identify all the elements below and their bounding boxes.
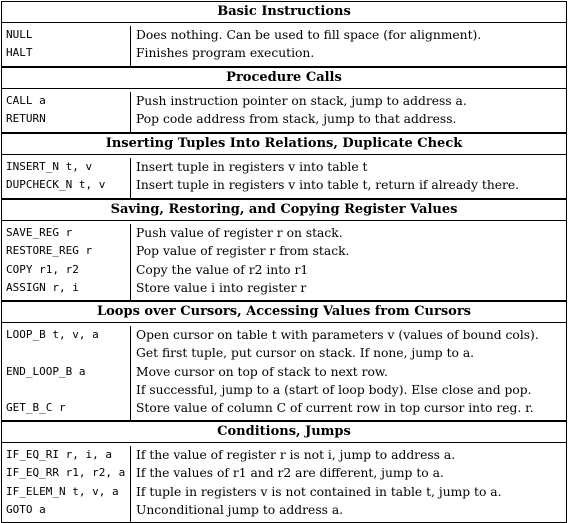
description-cell: Pop code address from stack, jump to that address. (136, 112, 457, 127)
instruction-cell: NULL (6, 28, 33, 41)
table-row (2, 261, 566, 279)
table-row (2, 483, 566, 501)
description-cell: Unconditional jump to address a. (136, 502, 344, 517)
table-row (2, 92, 566, 110)
description-cell: Push value of register r on stack. (136, 226, 343, 240)
table-row (2, 464, 566, 482)
instruction-cell: SAVE_REG r (6, 226, 73, 239)
section (1, 421, 567, 523)
instruction-cell: END_LOOP_B a (6, 364, 86, 378)
table-row (2, 224, 566, 242)
table-row (2, 501, 566, 519)
instruction-cell: INSERT_N t, v (6, 160, 93, 173)
description-cell: If successful, jump to a (start of loop body). Else close and pop. (136, 382, 532, 397)
section (1, 1, 567, 67)
instruction-cell (2, 381, 128, 399)
instruction-cell: ASSIGN r, i (6, 280, 79, 294)
instruction-cell: IF_EQ_RI r, i, a (6, 448, 112, 461)
section-title: Inserting Tuples Into Relations, Duplicate Check (2, 134, 566, 155)
description-cell: Store value of column C of current row in top cursor into reg. r. (136, 401, 534, 416)
instruction-cell: RETURN (6, 112, 46, 126)
section-title: Procedure Calls (2, 68, 566, 89)
table-row (2, 344, 566, 362)
instruction-cell: COPY r1, r2 (6, 262, 79, 276)
section-title: Conditions, Jumps (2, 422, 566, 443)
instruction-cell: LOOP_B t, v, a (6, 328, 99, 341)
table-row (2, 326, 566, 344)
section-title: Saving, Restoring, and Copying Register Values (2, 200, 566, 221)
description-cell: If the value of register r is not i, jump to address a. (136, 448, 456, 462)
table-row (2, 242, 566, 260)
table-row (2, 176, 566, 194)
instruction-cell: GOTO a (6, 502, 46, 516)
table-row (2, 381, 566, 399)
table-row (2, 399, 566, 417)
instruction-cell: DUPCHECK_N t, v (6, 178, 106, 192)
table-row (2, 26, 566, 44)
instruction-cell: IF_ELEM_N t, v, a (6, 484, 119, 498)
table-row (2, 158, 566, 176)
section (1, 301, 567, 421)
description-cell: Insert tuple in registers v into table t (136, 160, 368, 174)
description-cell: If the values of r1 and r2 are different, jump to a. (136, 466, 444, 481)
section-title: Loops over Cursors, Accessing Values from Cursors (2, 302, 566, 323)
section (1, 133, 567, 199)
table-row (2, 110, 566, 128)
instruction-cell (2, 344, 128, 362)
instruction-cell: HALT (6, 46, 33, 60)
description-cell: Does nothing. Can be used to fill space (for alignment). (136, 28, 482, 42)
section (1, 199, 567, 301)
description-cell: Get first tuple, put cursor on stack. If none, jump to a. (136, 346, 475, 361)
section-title: Basic Instructions (2, 2, 566, 23)
table-row (2, 363, 566, 381)
table-row (2, 279, 566, 297)
description-cell: Store value i into register r (136, 280, 307, 295)
description-cell: If tuple in registers v is not contained in table t, jump to a. (136, 484, 502, 499)
section (1, 67, 567, 133)
description-cell: Copy the value of r2 into r1 (136, 262, 309, 277)
description-cell: Open cursor on table t with parameters v (values of bound cols). (136, 328, 539, 342)
instruction-cell: IF_EQ_RR r1, r2, a (6, 466, 126, 480)
instruction-cell: RESTORE_REG r (6, 244, 93, 258)
table-row (2, 44, 566, 62)
instruction-cell: GET_B_C r (6, 401, 66, 415)
table-row (2, 446, 566, 464)
description-cell: Push instruction pointer on stack, jump to address a. (136, 94, 467, 108)
description-cell: Insert tuple in registers v into table t, return if already there. (136, 178, 520, 193)
instruction-cell: CALL a (6, 94, 46, 107)
description-cell: Move cursor on top of stack to next row. (136, 364, 388, 379)
description-cell: Pop value of register r from stack. (136, 244, 350, 259)
description-cell: Finishes program execution. (136, 46, 315, 61)
